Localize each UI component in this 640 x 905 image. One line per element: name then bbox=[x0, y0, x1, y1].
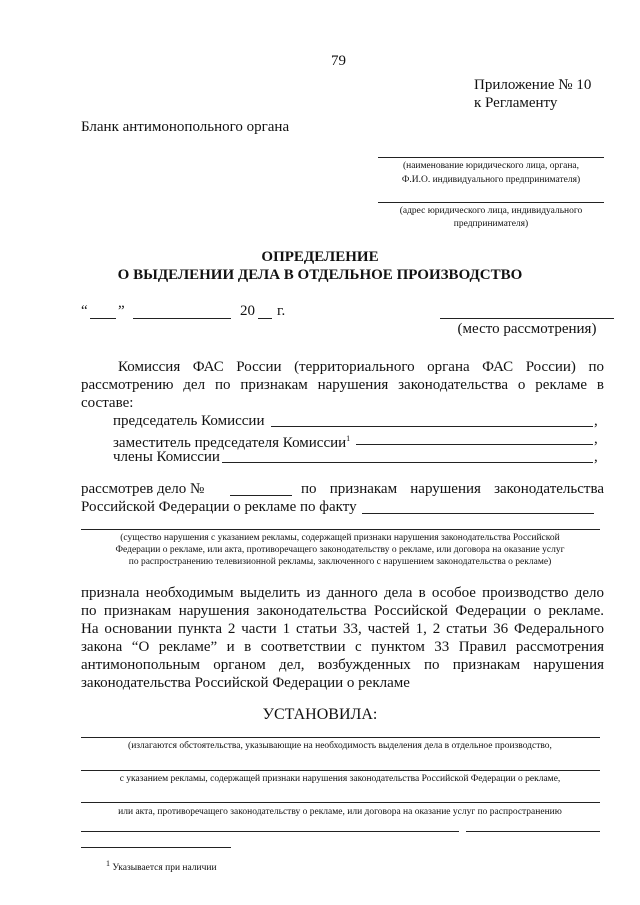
place-blank[interactable] bbox=[440, 318, 614, 319]
established-blank-3[interactable] bbox=[81, 802, 600, 803]
intro-line-3: составе: bbox=[81, 395, 134, 411]
established-blank-2[interactable] bbox=[81, 770, 600, 771]
deputy-blank[interactable] bbox=[356, 444, 593, 445]
document-subtitle: О ВЫДЕЛЕНИИ ДЕЛА В ОТДЕЛЬНОЕ ПРОИЗВОДСТВО bbox=[117, 267, 523, 283]
deputy-comma: , bbox=[594, 431, 598, 447]
case-fact-blank[interactable] bbox=[362, 513, 594, 514]
case-number-blank[interactable] bbox=[230, 495, 292, 496]
chair-blank[interactable] bbox=[271, 426, 593, 427]
addressee-address-line bbox=[378, 202, 604, 203]
date-month-blank[interactable] bbox=[133, 318, 231, 319]
date-year-prefix: 20 bbox=[240, 303, 255, 319]
addressee-address-hint-1: (адрес юридического лица, индивидуального bbox=[399, 206, 583, 216]
appendix-regulation: к Регламенту bbox=[474, 95, 558, 111]
established-hint-2: с указанием рекламы, содержащей признаки нарушения законодательства Российской Федерации о рекламе, bbox=[119, 774, 561, 784]
place-hint: (место рассмотрения) bbox=[457, 321, 597, 337]
established-heading: УСТАНОВИЛА: bbox=[262, 706, 378, 723]
addressee-address-hint-2: предпринимателя) bbox=[453, 219, 529, 229]
members-label: члены Комиссии bbox=[113, 449, 220, 465]
document-title: ОПРЕДЕЛЕНИЕ bbox=[261, 249, 379, 265]
date-day-blank[interactable] bbox=[90, 318, 116, 319]
date-year-blank[interactable] bbox=[258, 318, 272, 319]
deputy-footnote-mark: 1 bbox=[346, 434, 351, 443]
essence-hint-2: Федерации о рекламе, или акта, противоречащего законодательству о рекламе, или договора на оказание услуг bbox=[115, 545, 565, 555]
deputy-label-text: заместитель председателя Комиссии bbox=[113, 435, 347, 451]
established-blank-1[interactable] bbox=[81, 737, 600, 738]
established-blank-4b[interactable] bbox=[466, 831, 600, 832]
footnote-mark: 1 bbox=[106, 859, 110, 868]
footnote-text: Указывается при наличии bbox=[112, 863, 217, 874]
decision-line-2: по признакам нарушения законодательства Российской Федерации о рекламе. bbox=[81, 603, 604, 619]
addressee-name-hint-2: Ф.И.О. индивидуального предпринимателя) bbox=[401, 175, 581, 185]
intro-line-2: рассмотрению дел по признакам нарушения законодательства о рекламе в bbox=[81, 377, 604, 393]
members-blank[interactable] bbox=[222, 462, 593, 463]
decision-line-4: закона “О рекламе” и в соответствии с пунктом 33 Правил рассмотрения bbox=[81, 639, 604, 655]
decision-line-5: антимонопольным органом дел, возбужденных по признакам нарушения bbox=[81, 657, 604, 673]
decision-line-3: На основании пункта 2 части 1 статьи 33, частей 1, 2 статьи 36 Федерального bbox=[81, 621, 604, 637]
footnote-separator bbox=[81, 847, 231, 848]
established-hint-3: или акта, противоречащего законодательству о рекламе, или договора на оказание услуг по распространению bbox=[118, 807, 562, 817]
decision-line-6: законодательства Российской Федерации о рекламе bbox=[81, 675, 410, 691]
addressee-name-line bbox=[378, 157, 604, 158]
case-fact-label: Российской Федерации о рекламе по факту bbox=[81, 499, 357, 515]
established-blank-4a[interactable] bbox=[81, 831, 459, 832]
chair-comma: , bbox=[594, 413, 598, 429]
appendix-number: Приложение № 10 bbox=[474, 77, 592, 93]
essence-hint-3: по распространению телевизионной рекламы, заключенного с нарушением законодательства о рекламе) bbox=[128, 557, 552, 567]
case-grounds-label: по признакам нарушения законодательства bbox=[301, 481, 604, 497]
date-quote-close: ” bbox=[118, 303, 125, 319]
case-considered-label: рассмотрев дело № bbox=[81, 481, 205, 497]
chair-label: председатель Комиссии bbox=[113, 413, 265, 429]
essence-hint-1: (существо нарушения с указанием рекламы, содержащей признаки нарушения законодательства Российской bbox=[120, 533, 560, 543]
date-year-suffix: г. bbox=[277, 303, 286, 319]
date-quote-open: “ bbox=[81, 303, 88, 319]
case-essence-blank[interactable] bbox=[81, 529, 600, 530]
addressee-name-hint-1: (наименование юридического лица, органа, bbox=[402, 161, 580, 171]
members-comma: , bbox=[594, 449, 598, 465]
decision-line-1: признала необходимым выделить из данного дела в особое производство дело bbox=[81, 585, 604, 601]
footnote bbox=[106, 858, 217, 874]
established-hint-1: (излагаются обстоятельства, указывающие на необходимость выделения дела в отдельное производство, bbox=[128, 741, 552, 751]
form-blank-label: Бланк антимонопольного органа bbox=[81, 119, 290, 135]
intro-line-1: Комиссия ФАС России (территориального органа ФАС России) по bbox=[118, 359, 604, 375]
page-number: 79 bbox=[331, 53, 346, 69]
